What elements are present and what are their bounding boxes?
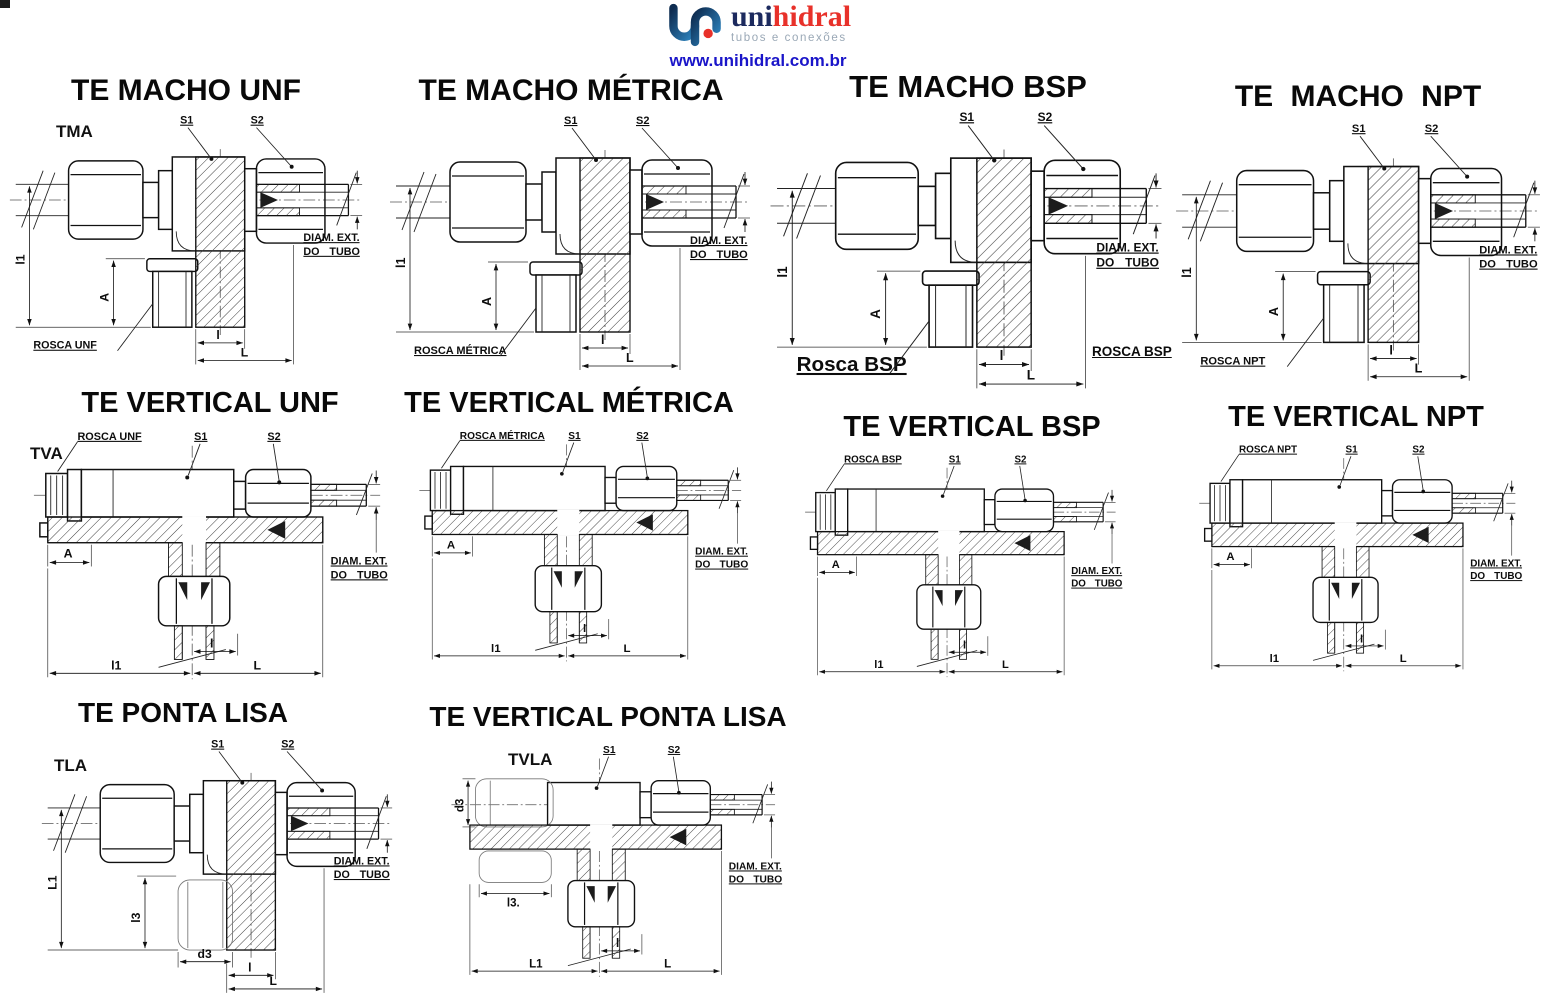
dim-label-L1: L1 bbox=[529, 958, 543, 971]
diagram-title: TE MACHO UNF bbox=[71, 74, 301, 107]
branch-down bbox=[535, 534, 601, 650]
diagram-te-macho-unf bbox=[4, 74, 368, 366]
section-hatch bbox=[580, 158, 630, 332]
diagram-title: TE VERTICAL PONTA LISA bbox=[429, 701, 787, 732]
tube-right bbox=[311, 473, 372, 515]
dim-label-L: L bbox=[623, 643, 631, 656]
diagram-title: TE VERTICAL NPT bbox=[1228, 401, 1484, 433]
dim-label-l1: l1 bbox=[394, 257, 408, 268]
callout-s2: S2 bbox=[281, 738, 295, 751]
run-body bbox=[848, 489, 985, 532]
right-nut bbox=[651, 781, 710, 825]
plain-end-ghost bbox=[178, 880, 232, 950]
dim-label-l1: l1 bbox=[111, 658, 122, 673]
fitting-body bbox=[430, 466, 676, 514]
dim-label-l: l bbox=[583, 622, 587, 635]
fitting-drawing-vertical bbox=[1192, 440, 1528, 677]
dim-label-l1: l1 bbox=[774, 266, 790, 278]
callout-s1: S1 bbox=[959, 110, 975, 125]
branch-nut bbox=[568, 881, 635, 927]
do-tubo-label: DO TUBO bbox=[1479, 258, 1538, 271]
diagram-te-macho-metrica bbox=[380, 74, 762, 372]
callout-s1: S1 bbox=[564, 115, 578, 127]
dim-label-L: L bbox=[253, 658, 262, 673]
callout-s1: S1 bbox=[194, 430, 208, 443]
diam-ext-label: DIAM. EXT. bbox=[1470, 558, 1523, 570]
plain-end-ghost bbox=[475, 779, 553, 827]
dim-label-a: A bbox=[868, 309, 884, 319]
dim-label-L: L bbox=[664, 958, 672, 971]
do-tubo-label: DO TUBO bbox=[728, 874, 783, 886]
dim-label-L: L bbox=[1002, 659, 1009, 672]
do-tubo-label: DO TUBO bbox=[1470, 571, 1523, 583]
branch-down bbox=[1313, 547, 1378, 661]
brand-name bbox=[731, 2, 851, 32]
dim-label-l1: l1 bbox=[491, 643, 501, 656]
dim-label-l1: l1 bbox=[1180, 267, 1195, 278]
callout-s2: S2 bbox=[667, 744, 681, 756]
diagram-te-macho-bsp bbox=[760, 70, 1176, 391]
callout-s1: S1 bbox=[568, 430, 581, 442]
fitting-drawing-macho bbox=[764, 106, 1168, 391]
dim-label-l: l bbox=[248, 960, 252, 975]
section-hatch bbox=[977, 158, 1031, 347]
dim-label-l: l bbox=[1389, 343, 1393, 358]
callout-s2: S2 bbox=[1412, 444, 1425, 456]
fitting-drawing-macho bbox=[384, 110, 756, 372]
callout-s2: S2 bbox=[636, 115, 650, 127]
branch-down bbox=[159, 543, 230, 668]
callout-rosca: ROSCA UNF bbox=[77, 430, 142, 443]
fitting-drawing-ponta bbox=[36, 734, 398, 995]
callout-s2: S2 bbox=[636, 430, 649, 442]
tube-right bbox=[1431, 183, 1534, 238]
plain-end-ghost-lower bbox=[479, 851, 551, 882]
diagram-code-tla: TLA bbox=[54, 756, 88, 775]
branch-down bbox=[568, 849, 635, 966]
brand-uni: uni bbox=[730, 0, 773, 33]
dim-label-L: L bbox=[240, 345, 249, 360]
diam-ext-label: DIAM. EXT. bbox=[690, 235, 748, 247]
dim-label-l1: l1 bbox=[874, 659, 884, 672]
callout-s2: S2 bbox=[1424, 123, 1439, 136]
fitting-body bbox=[46, 470, 311, 521]
do-tubo-label: DO TUBO bbox=[1096, 255, 1159, 270]
diagram-code-tvla: TVLA bbox=[508, 750, 553, 769]
section-hatch bbox=[227, 781, 276, 950]
do-tubo-label: DO TUBO bbox=[695, 559, 749, 571]
diagram-te-vertical-ponta-lisa bbox=[400, 700, 816, 982]
diagram-te-ponta-lisa bbox=[30, 696, 390, 995]
stud-flange bbox=[1318, 272, 1371, 285]
dim-label-L: L bbox=[1414, 361, 1423, 376]
diagram-code-tva: TVA bbox=[30, 444, 63, 463]
do-tubo-label: DO TUBO bbox=[330, 569, 388, 582]
callout-rosca: ROSCA BSP bbox=[844, 454, 902, 466]
fitting-body bbox=[475, 779, 710, 827]
run-body bbox=[1243, 480, 1382, 523]
diagram-title: TE VERTICAL MÉTRICA bbox=[404, 387, 734, 419]
fitting-drawing-macho bbox=[4, 110, 368, 366]
dim-label-a: A bbox=[1226, 551, 1235, 564]
do-tubo-label: DO TUBO bbox=[333, 869, 390, 882]
diagram-title: TE VERTICAL BSP bbox=[843, 411, 1101, 443]
stud-flange bbox=[923, 271, 979, 285]
fitting-body bbox=[836, 158, 1045, 347]
dim-label-l1: l1 bbox=[1269, 653, 1280, 666]
diagram-te-vertical-unf bbox=[18, 386, 402, 685]
rosca-bsp-note: ROSCA BSP bbox=[1092, 344, 1172, 359]
diagram-title: TE PONTA LISA bbox=[78, 697, 288, 728]
dim-label-l3: l3. bbox=[506, 897, 520, 910]
fitting-drawing-vertical-ponta bbox=[444, 740, 788, 982]
unihidral-logo-mark bbox=[665, 2, 725, 48]
diagram-te-vertical-bsp bbox=[778, 410, 1166, 682]
callout-s2: S2 bbox=[267, 430, 281, 443]
tube-right bbox=[1053, 493, 1108, 530]
fitting-body bbox=[1237, 167, 1431, 343]
fitting-drawing-vertical bbox=[412, 426, 754, 667]
dim-label-l3: l3 bbox=[129, 912, 144, 923]
diagram-te-vertical-metrica bbox=[382, 386, 756, 667]
callout-s1: S1 bbox=[1351, 123, 1366, 136]
diam-ext-label: DIAM. EXT. bbox=[1096, 240, 1159, 255]
ferrule-cone bbox=[1049, 197, 1069, 214]
tube-right bbox=[1452, 483, 1508, 521]
diagram-te-vertical-npt bbox=[1162, 400, 1550, 677]
do-tubo-label: DO TUBO bbox=[690, 249, 748, 261]
diagram-title: TE MACHO BSP bbox=[849, 69, 1087, 104]
dim-label-l: l bbox=[601, 333, 605, 347]
dim-label-d3: d3 bbox=[197, 946, 212, 961]
tube-right bbox=[256, 173, 356, 226]
run-body bbox=[463, 466, 605, 510]
dim-label-l: l bbox=[616, 938, 620, 951]
tube-right bbox=[287, 796, 386, 849]
branch-down bbox=[917, 555, 981, 667]
dim-label-l: l bbox=[963, 639, 967, 652]
do-tubo-label: DO TUBO bbox=[303, 245, 360, 258]
fitting-body bbox=[1210, 480, 1452, 527]
diagram-title: TE MACHO MÉTRICA bbox=[418, 74, 724, 107]
dim-label-L: L bbox=[269, 974, 277, 989]
callout-s2: S2 bbox=[1037, 110, 1053, 125]
brand-text bbox=[731, 2, 851, 44]
dim-label-L: L bbox=[1026, 367, 1036, 383]
fitting-body bbox=[100, 781, 287, 950]
callout-s1: S1 bbox=[948, 454, 961, 466]
ferrule-cone bbox=[646, 194, 664, 210]
plate-section bbox=[425, 510, 688, 536]
plate-section bbox=[40, 516, 323, 544]
website-link[interactable]: www.unihidral.com.br bbox=[669, 51, 847, 70]
branch-nut bbox=[535, 566, 601, 612]
stud-flange bbox=[147, 259, 198, 272]
plate-section bbox=[1205, 522, 1463, 547]
callout-rosca: Rosca BSP bbox=[796, 352, 907, 376]
dim-label-l: l bbox=[210, 636, 214, 651]
plate-section bbox=[810, 531, 1064, 556]
dim-label-l: l bbox=[216, 327, 220, 342]
do-tubo-label: DO TUBO bbox=[1071, 578, 1123, 590]
diagram-code-tma: TMA bbox=[56, 122, 93, 141]
tube-right bbox=[677, 470, 734, 509]
site-header bbox=[648, 2, 868, 71]
scan-artifact bbox=[0, 0, 10, 8]
dim-label-L1: L1 bbox=[45, 875, 60, 890]
diam-ext-label: DIAM. EXT. bbox=[303, 232, 360, 245]
fitting-body bbox=[816, 489, 1054, 535]
dim-label-a: A bbox=[831, 558, 840, 571]
ferrule-cone bbox=[260, 192, 278, 208]
dim-label-a: A bbox=[480, 296, 494, 306]
callout-s1: S1 bbox=[603, 744, 616, 756]
section-hatch bbox=[1368, 167, 1419, 343]
fitting-drawing-vertical bbox=[26, 426, 394, 685]
dim-label-L: L bbox=[1399, 653, 1407, 666]
fitting-drawing-vertical bbox=[798, 450, 1128, 682]
tube-right bbox=[710, 784, 767, 823]
ferrule-cone bbox=[1435, 203, 1453, 219]
fitting-body bbox=[450, 158, 642, 332]
logo-row bbox=[648, 2, 868, 48]
callout-s2: S2 bbox=[250, 114, 264, 127]
dim-label-l: l bbox=[1360, 633, 1364, 646]
diam-ext-label: DIAM. EXT. bbox=[1071, 566, 1123, 578]
callout-rosca: ROSCA MÉTRICA bbox=[459, 430, 545, 442]
dim-label-l1: l1 bbox=[13, 254, 28, 265]
run-body bbox=[548, 783, 640, 826]
diagram-title: TE VERTICAL UNF bbox=[81, 387, 339, 419]
tube-right bbox=[642, 174, 744, 228]
diam-ext-label: DIAM. EXT. bbox=[333, 855, 390, 868]
diagram-te-macho-npt bbox=[1164, 80, 1552, 383]
branch-nut bbox=[1313, 577, 1378, 622]
callout-s1: S1 bbox=[1345, 444, 1358, 456]
dim-label-d3: d3 bbox=[454, 798, 467, 813]
callout-rosca: ROSCA MÉTRICA bbox=[414, 345, 507, 357]
diam-ext-label: DIAM. EXT. bbox=[1479, 244, 1538, 257]
callout-rosca: ROSCA NPT bbox=[1238, 444, 1298, 456]
branch-nut bbox=[917, 585, 981, 629]
section-hatch bbox=[196, 157, 245, 327]
diam-ext-label: DIAM. EXT. bbox=[330, 555, 388, 568]
logo-red-dot bbox=[703, 29, 712, 38]
diagram-title: TE MACHO NPT bbox=[1234, 80, 1482, 113]
fitting-drawing-macho bbox=[1170, 118, 1546, 383]
plate-section bbox=[470, 824, 722, 882]
dim-label-a: A bbox=[97, 292, 112, 302]
diam-ext-label: DIAM. EXT. bbox=[695, 546, 748, 558]
callout-s2: S2 bbox=[1014, 454, 1027, 466]
tube-right bbox=[1044, 176, 1155, 235]
callout-s1: S1 bbox=[180, 114, 194, 127]
dim-label-L: L bbox=[626, 351, 634, 365]
brand-hidral: hidral bbox=[772, 0, 852, 33]
run-body bbox=[81, 470, 233, 517]
dim-label-l: l bbox=[999, 348, 1004, 364]
brand-tagline: tubos e conexões bbox=[730, 32, 847, 44]
branch-nut bbox=[159, 576, 230, 625]
stud-flange bbox=[530, 262, 582, 275]
diam-ext-label: DIAM. EXT. bbox=[728, 861, 782, 873]
callout-s1: S1 bbox=[211, 738, 225, 751]
dim-label-a: A bbox=[63, 546, 73, 561]
dim-label-a: A bbox=[1267, 306, 1282, 317]
callout-rosca: ROSCA UNF bbox=[33, 339, 97, 352]
dim-label-a: A bbox=[446, 539, 456, 552]
callout-rosca: ROSCA NPT bbox=[1200, 355, 1266, 368]
